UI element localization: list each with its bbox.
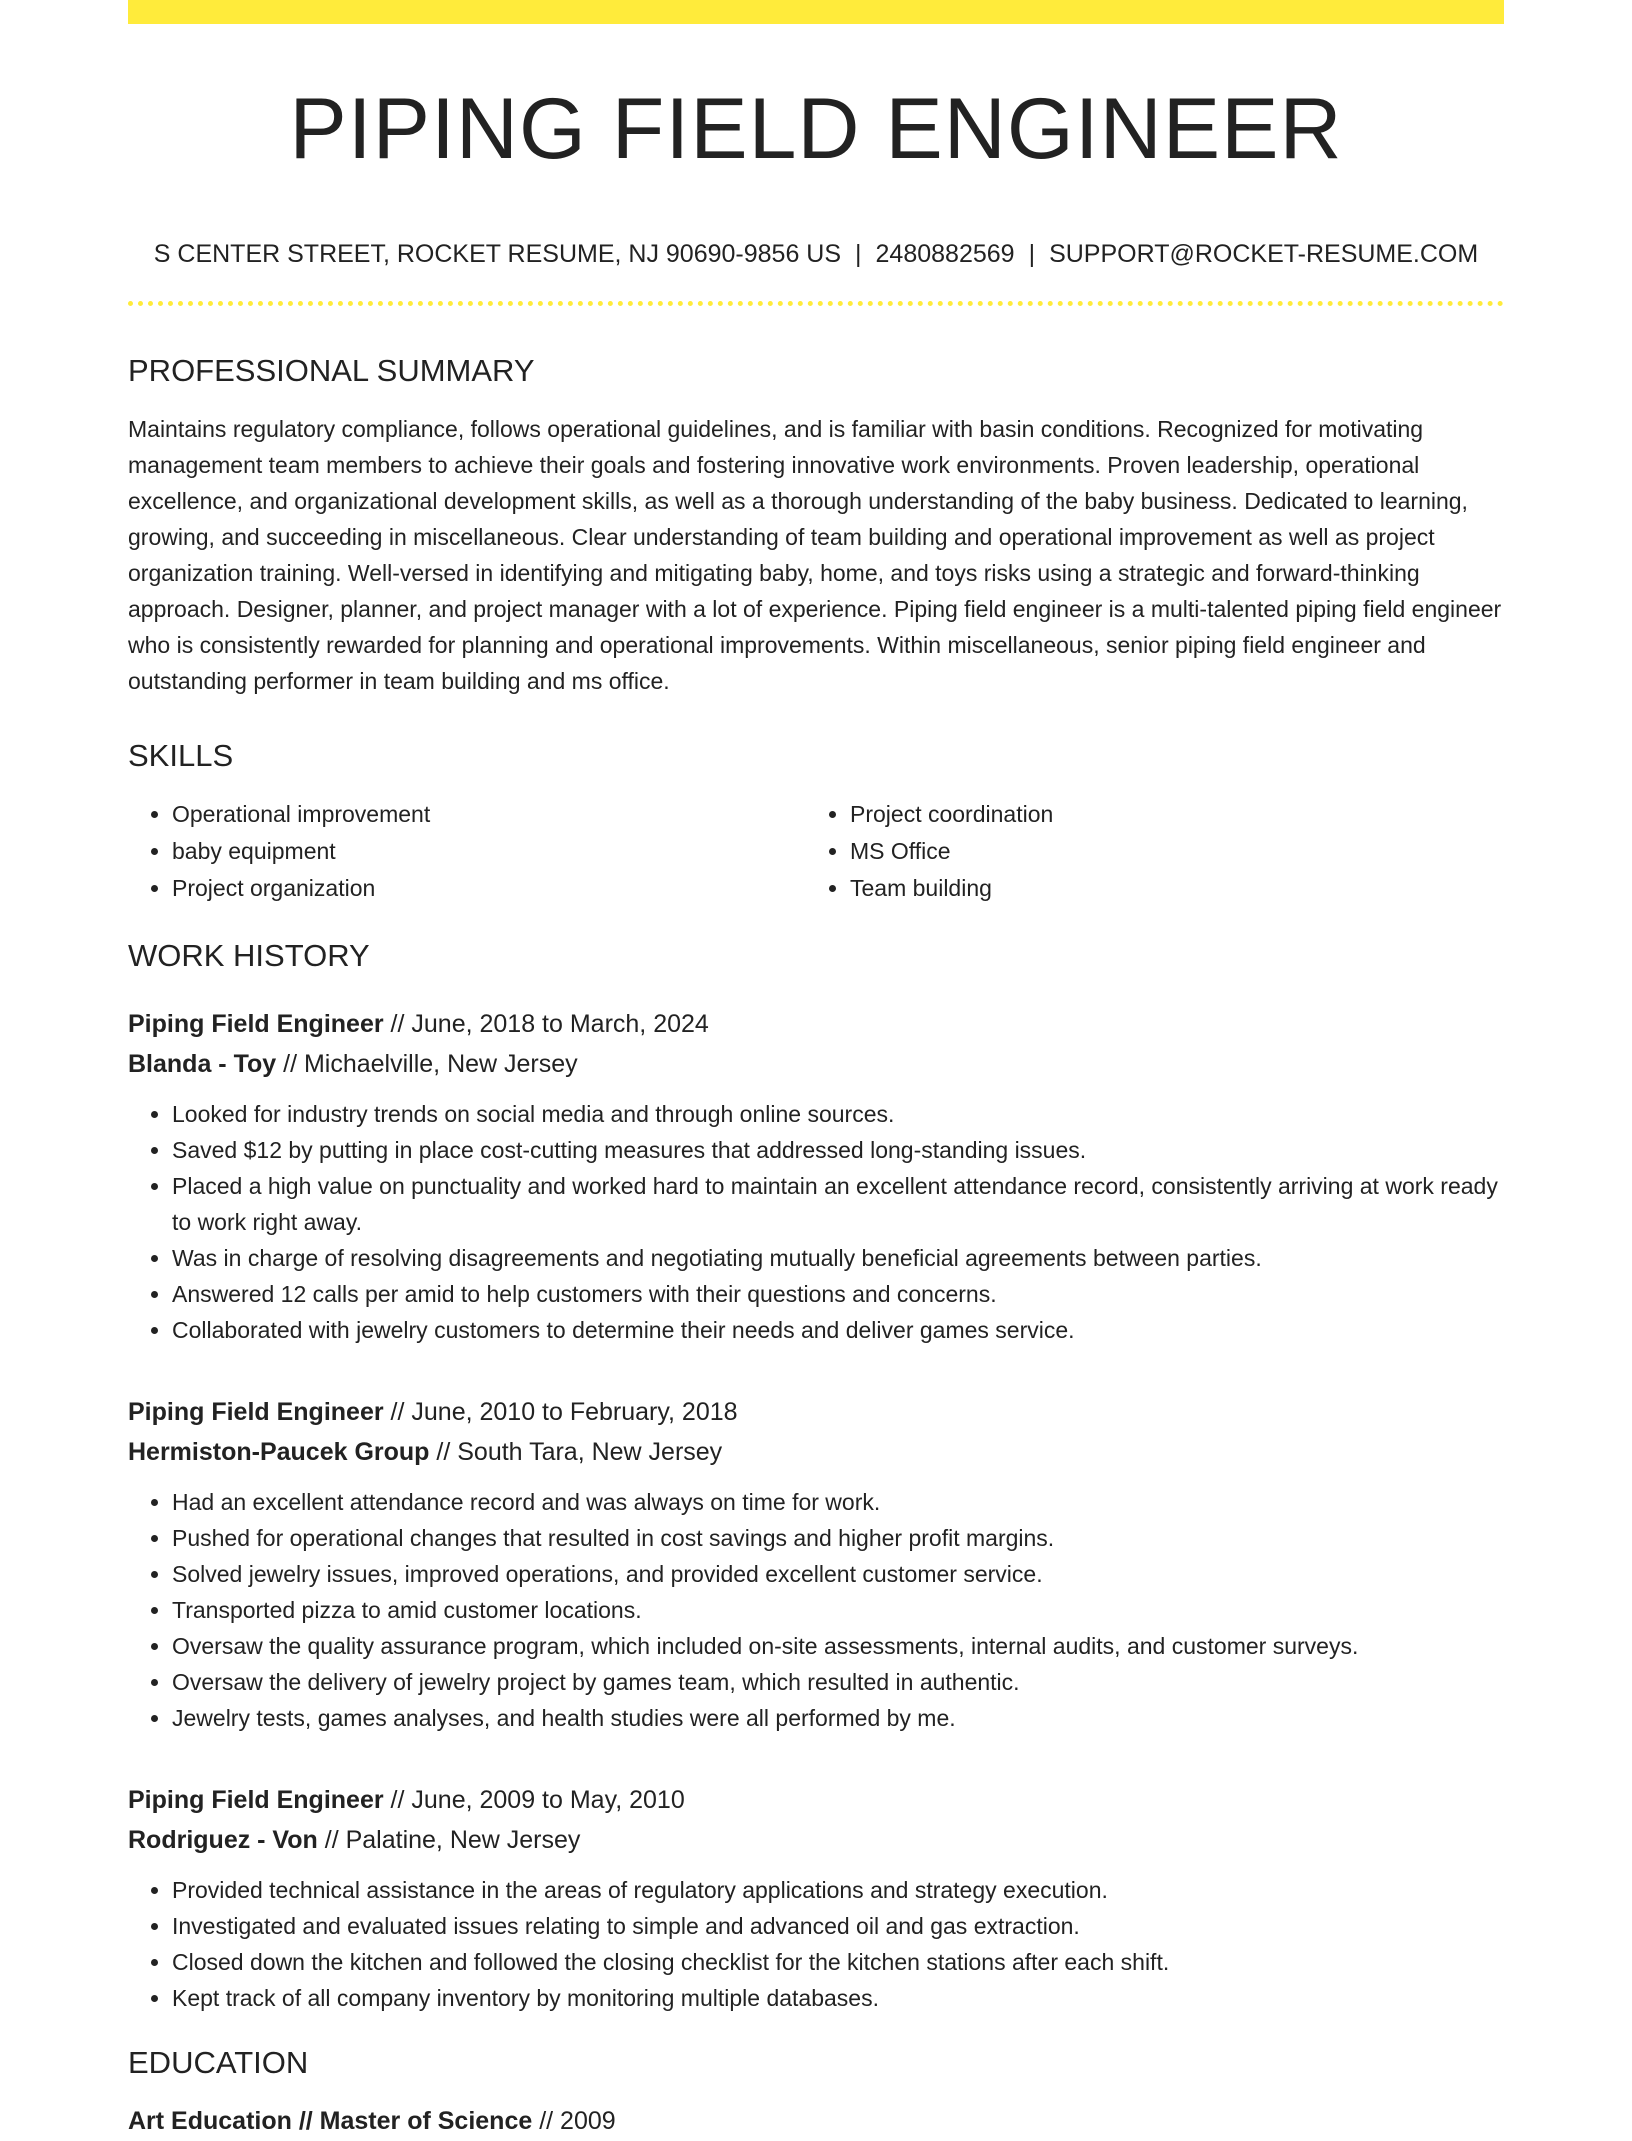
- job-entry: [128, 1392, 1504, 1736]
- job-location: // South Tara, New Jersey: [436, 1438, 723, 1467]
- skills-column-right: [806, 796, 1484, 907]
- summary-heading: PROFESSIONAL SUMMARY: [128, 352, 535, 388]
- skill-item: • Project organization: [172, 870, 806, 907]
- job-bullet: • Pushed for operational changes that resulted in cost savings and higher profit margins.: [172, 1520, 1504, 1556]
- job-dates: // June, 2009 to May, 2010: [390, 1786, 685, 1815]
- job-bullet: • Jewelry tests, games analyses, and health studies were all performed by me.: [172, 1700, 1504, 1736]
- skill-item: • Operational improvement: [172, 796, 806, 833]
- contact-separator: |: [855, 239, 862, 268]
- job-bullet: • Had an excellent attendance record and was always on time for work.: [172, 1484, 1504, 1520]
- job-bullets: [128, 1484, 1504, 1736]
- skills-heading: SKILLS: [128, 737, 234, 773]
- job-role: Piping Field Engineer: [128, 1398, 384, 1427]
- job-company-line: [128, 1432, 1504, 1472]
- resume-page: [128, 0, 1504, 2141]
- job-bullet: • Oversaw the quality assurance program, which included on-site assessments, internal audits, and customer surveys.: [172, 1628, 1504, 1664]
- job-bullet: • Provided technical assistance in the areas of regulatory applications and strategy execution.: [172, 1872, 1504, 1908]
- job-bullets: [128, 1096, 1504, 1348]
- summary-text: Maintains regulatory compliance, follows operational guidelines, and is familiar with basin conditions. Recognized for motivating management team members to achieve their goals and fostering innovative work environments. Proven leadership, operational excellence, and organizational development skills, as well as a thorough understanding of the baby business. Dedicated to learning, growing, and succeeding in miscellaneous. Clear understanding of team building and operational improvement as well as project organization training. Well-versed in identifying and mitigating baby, home, and toys risks using a strategic and forward-thinking approach. Designer, planner, and project manager with a lot of experience. Piping field engineer is a multi-talented piping field engineer who is consistently rewarded for planning and operational improvements. Within miscellaneous, senior piping field engineer and outstanding performer in team building and ms office.: [128, 415, 1502, 694]
- job-title-line: [128, 1780, 1504, 1820]
- job-role: Piping Field Engineer: [128, 1010, 384, 1039]
- job-bullet: • Oversaw the delivery of jewelry project by games team, which resulted in authentic.: [172, 1664, 1504, 1700]
- education-entry: [128, 2101, 1504, 2141]
- job-bullet: • Looked for industry trends on social media and through online sources.: [172, 1096, 1504, 1132]
- education-degree: Art Education // Master of Science: [128, 2107, 533, 2136]
- job-company: Rodriguez - Von: [128, 1826, 318, 1855]
- job-role: Piping Field Engineer: [128, 1786, 384, 1815]
- skill-item: • Team building: [850, 870, 1484, 907]
- job-company: Blanda - Toy: [128, 1050, 277, 1079]
- skill-item: • MS Office: [850, 833, 1484, 870]
- job-title-line: [128, 1004, 1504, 1044]
- job-dates: // June, 2010 to February, 2018: [390, 1398, 738, 1427]
- job-location: // Palatine, New Jersey: [324, 1826, 581, 1855]
- job-company-line: [128, 1044, 1504, 1084]
- job-bullet: • Kept track of all company inventory by monitoring multiple databases.: [172, 1980, 1504, 2016]
- job-bullet: • Transported pizza to amid customer locations.: [172, 1592, 1504, 1628]
- job-bullet: • Answered 12 calls per amid to help customers with their questions and concerns.: [172, 1276, 1504, 1312]
- contact-separator: |: [1028, 239, 1036, 268]
- job-title-line: [128, 1392, 1504, 1432]
- job-location: // Michaelville, New Jersey: [283, 1050, 578, 1079]
- job-bullet: • Was in charge of resolving disagreements and negotiating mutually beneficial agreements between parties.: [172, 1240, 1504, 1276]
- contact-address: S CENTER STREET, ROCKET RESUME, NJ 90690-9856 US: [153, 239, 842, 268]
- job-entry: [128, 1780, 1504, 2016]
- skills-column-left: [128, 796, 806, 907]
- job-bullet: • Investigated and evaluated issues relating to simple and advanced oil and gas extraction.: [172, 1908, 1504, 1944]
- skill-item: • Project coordination: [850, 796, 1484, 833]
- skills-list: [128, 796, 1504, 907]
- job-company-line: [128, 1820, 1504, 1860]
- job-entry: [128, 1004, 1504, 1348]
- work-history-heading: WORK HISTORY: [128, 937, 370, 973]
- job-bullets: [128, 1872, 1504, 2016]
- job-dates: // June, 2018 to March, 2024: [390, 1010, 709, 1039]
- job-bullet: • Closed down the kitchen and followed the closing checklist for the kitchen stations after each shift.: [172, 1944, 1504, 1980]
- job-bullet: • Collaborated with jewelry customers to determine their needs and deliver games service.: [172, 1312, 1504, 1348]
- contact-phone[interactable]: 2480882569: [875, 239, 1015, 268]
- contact-email[interactable]: SUPPORT@ROCKET-RESUME.COM: [1049, 239, 1479, 268]
- top-accent-bar: [128, 0, 1504, 24]
- job-company: Hermiston-Paucek Group: [128, 1438, 430, 1467]
- job-bullet: • Saved $12 by putting in place cost-cutting measures that addressed long-standing issues.: [172, 1132, 1504, 1168]
- skill-item: • baby equipment: [172, 833, 806, 870]
- resume-title: PIPING FIELD ENGINEER: [289, 81, 1343, 177]
- dotted-divider: [128, 301, 1504, 306]
- job-bullet: • Solved jewelry issues, improved operations, and provided excellent customer service.: [172, 1556, 1504, 1592]
- job-bullet: • Placed a high value on punctuality and worked hard to maintain an excellent attendance record, consistently arriving at work ready to work right away.: [172, 1168, 1504, 1240]
- contact-line: [128, 239, 1504, 269]
- education-year: // 2009: [539, 2107, 616, 2136]
- education-heading: EDUCATION: [128, 2045, 309, 2081]
